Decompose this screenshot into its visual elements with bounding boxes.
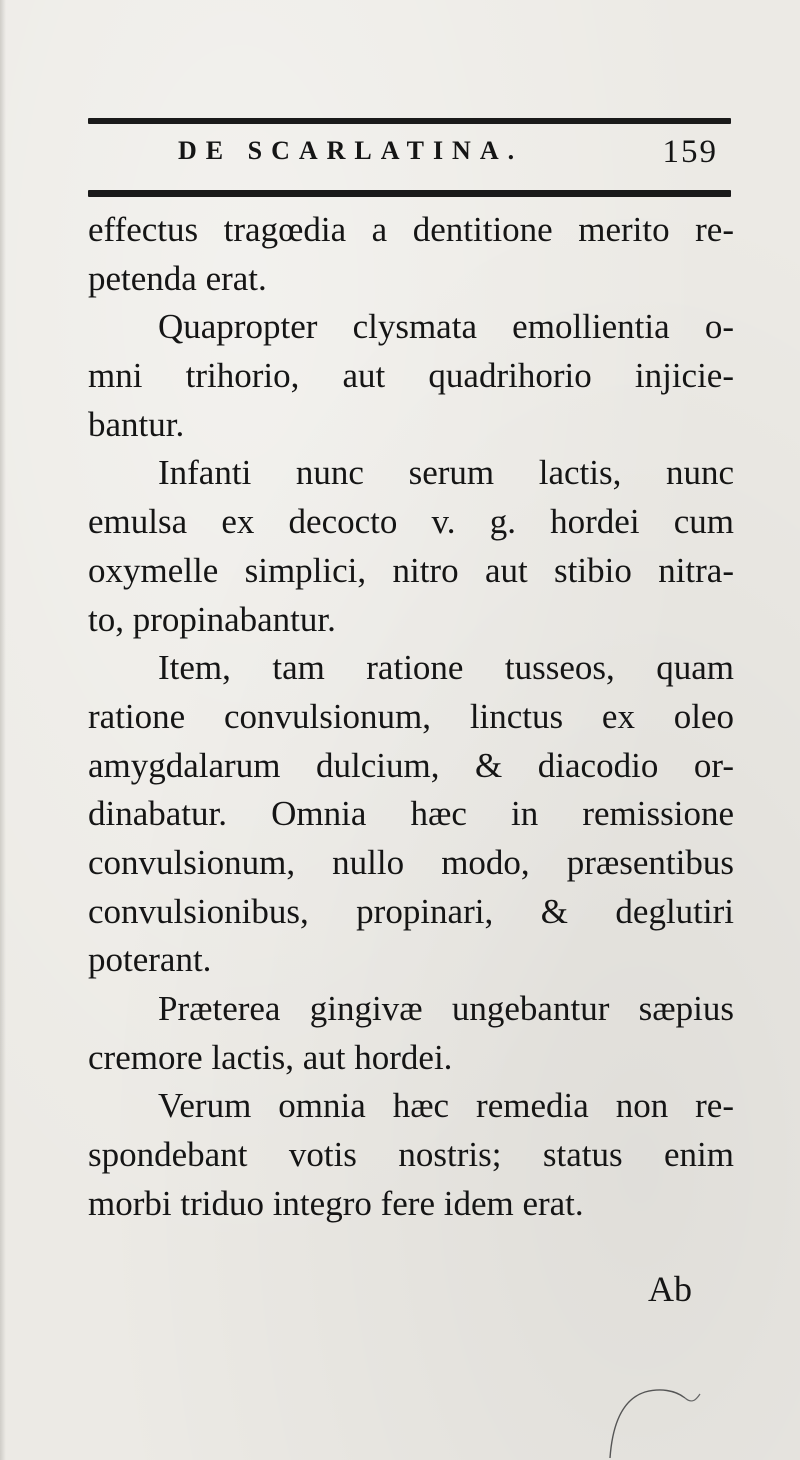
text-line: dinabatur. Omnia hæc in remissione: [88, 794, 734, 834]
text-line: Quapropter clysmata emollientia o-: [158, 307, 734, 347]
pencil-mark-icon: [600, 1370, 710, 1460]
header-rule-top: [88, 118, 731, 124]
text-line: spondebant votis nostris; status enim: [88, 1135, 734, 1175]
text-line: ratione convulsionum, linctus ex oleo: [88, 696, 734, 736]
page-header: [90, 136, 730, 176]
text-line: bantur.: [88, 404, 185, 444]
text-line: emulsa ex decocto v. g. hordei cum: [88, 502, 734, 542]
body-text: [88, 206, 734, 1228]
header-rule-bottom: [88, 190, 731, 197]
text-line: Infanti nunc serum lactis, nunc: [158, 453, 734, 493]
text-line: to, propinabantur.: [88, 599, 336, 639]
text-line: cremore lactis, aut hordei.: [88, 1037, 453, 1077]
running-title: DE SCARLATINA.: [178, 136, 524, 165]
page-number: 159: [662, 134, 718, 170]
text-line: Verum omnia hæc remedia non re-: [158, 1086, 734, 1126]
catchword: Ab: [648, 1269, 692, 1309]
page-edge-shadow: [0, 0, 6, 1460]
text-line: poterant.: [88, 940, 212, 980]
text-line: Præterea gingivæ ungebantur sæpius: [158, 989, 734, 1028]
text-line: mni trihorio, aut quadrihorio injicie-: [88, 356, 734, 396]
text-line: amygdalarum dulcium, & diacodio or-: [88, 745, 734, 785]
text-line: effectus tragœdia a dentitione merito re-: [88, 210, 734, 249]
text-line: morbi triduo integro fere idem erat.: [88, 1183, 584, 1223]
text-line: Item, tam ratione tusseos, quam: [158, 648, 734, 688]
text-line: petenda erat.: [88, 258, 267, 298]
text-line: oxymelle simplici, nitro aut stibio nitra-: [88, 550, 734, 590]
text-line: convulsionum, nullo modo, præsentibus: [88, 842, 734, 882]
text-line: convulsionibus, propinari, & deglutiri: [88, 891, 734, 931]
